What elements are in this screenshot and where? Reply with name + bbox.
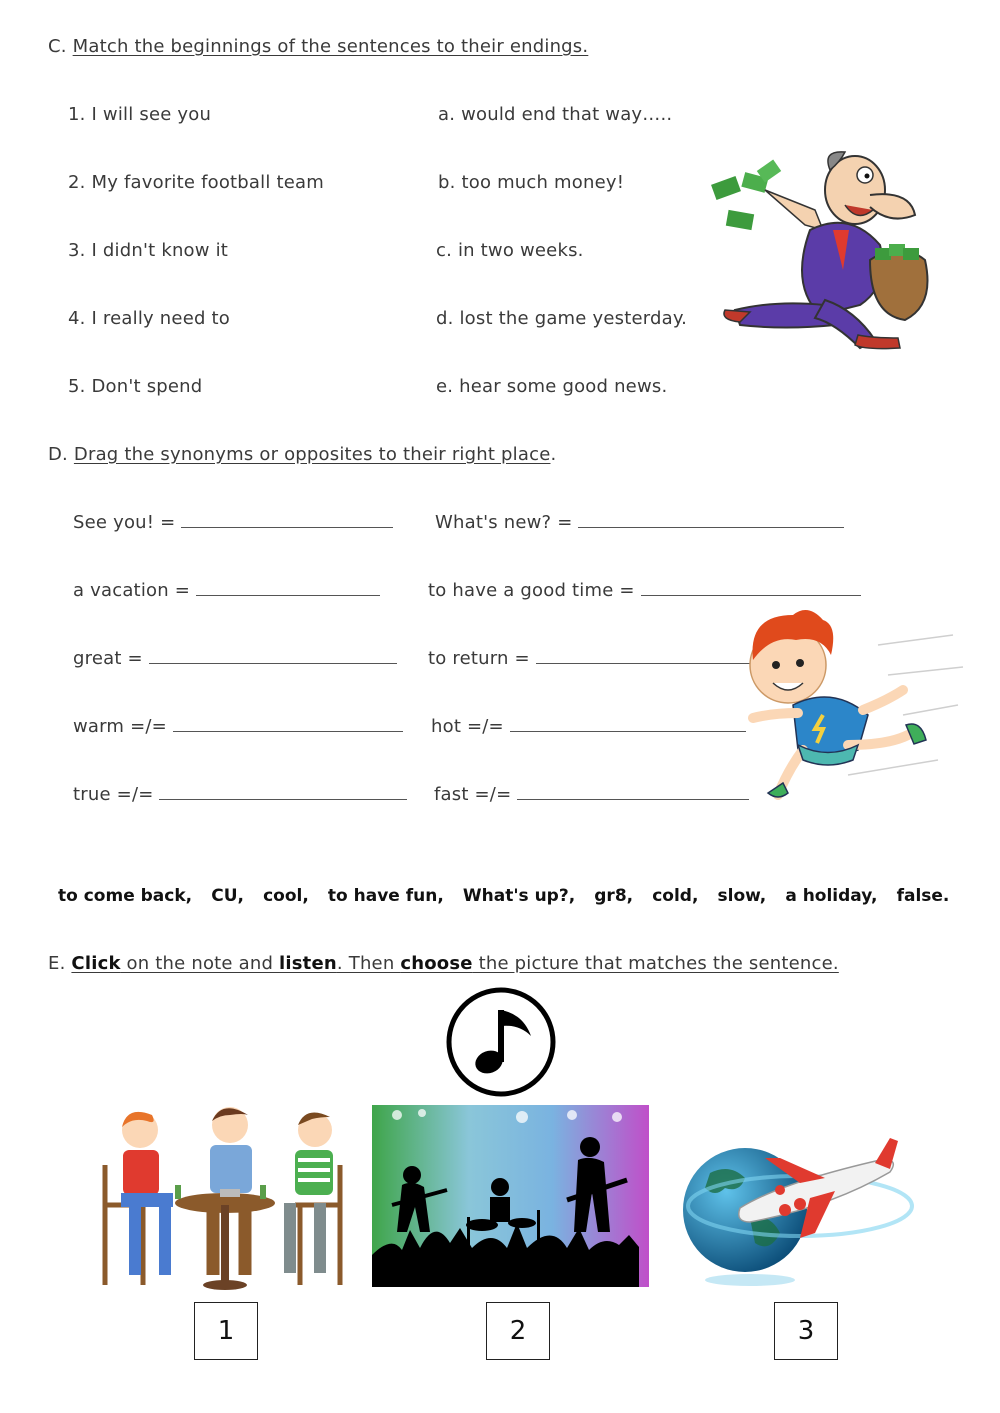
drop-blank[interactable] (181, 513, 393, 528)
word-bank-item[interactable]: to have fun, (327, 886, 444, 906)
drop-blank[interactable] (578, 513, 844, 528)
word-bank-item[interactable]: What's up?, (462, 886, 576, 906)
word-bank-item[interactable]: cold, (652, 886, 699, 906)
money-man-illustration (705, 150, 935, 360)
running-boy-illustration (738, 605, 968, 805)
synonym-row: What's new? = (435, 512, 844, 533)
word-bank-item[interactable]: a holiday, (785, 886, 878, 906)
word-bank-item[interactable]: CU, (211, 886, 244, 906)
synonym-row: to have a good time = (428, 580, 861, 601)
synonym-row: a vacation = (73, 580, 380, 601)
music-note-icon[interactable] (445, 986, 557, 1098)
word-bank (58, 886, 963, 906)
sentence-beginning: 4. I really need to (68, 308, 230, 329)
drop-blank[interactable] (510, 717, 746, 732)
drop-blank[interactable] (196, 581, 380, 596)
sentence-beginning: 2. My favorite football team (68, 172, 324, 193)
friends-at-table-picture[interactable] (95, 1105, 350, 1295)
word-bank-item[interactable]: gr8, (594, 886, 634, 906)
synonym-row: See you! = (73, 512, 393, 533)
drop-blank[interactable] (149, 649, 397, 664)
sentence-beginning: 3. I didn't know it (68, 240, 229, 261)
drop-blank[interactable] (536, 649, 750, 664)
section-c-heading: C. Match the beginnings of the sentences to their endings. (48, 36, 589, 57)
answer-box-2[interactable]: 2 (486, 1302, 550, 1360)
answer-box-3[interactable]: 3 (774, 1302, 838, 1360)
sentence-ending[interactable]: e. hear some good news. (436, 376, 668, 397)
drop-blank[interactable] (159, 785, 407, 800)
word-bank-item[interactable]: to come back, (58, 886, 193, 906)
synonym-row: to return = (428, 648, 750, 669)
word-bank-item[interactable]: false. (896, 886, 950, 906)
opposite-row: true =/= (73, 784, 407, 805)
drop-blank[interactable] (641, 581, 861, 596)
opposite-row: fast =/= (434, 784, 749, 805)
word-bank-item[interactable]: slow, (717, 886, 767, 906)
sentence-ending[interactable]: a. would end that way….. (438, 104, 673, 125)
plane-around-globe-picture[interactable] (680, 1128, 920, 1293)
section-e-instruction: Click on the note and listen. Then choose the picture that matches the sentence. (71, 953, 839, 974)
sentence-ending[interactable]: b. too much money! (438, 172, 625, 193)
section-d-heading: D. Drag the synonyms or opposites to their right place. (48, 444, 557, 465)
word-bank-item[interactable]: cool, (263, 886, 309, 906)
drop-blank[interactable] (517, 785, 749, 800)
sentence-beginning: 5. Don't spend (68, 376, 203, 397)
section-e-heading: E. Click on the note and listen. Then choose the picture that matches the sentence. (48, 953, 839, 974)
section-c-instruction: Match the beginnings of the sentences to their endings. (72, 36, 589, 57)
concert-silhouette-picture[interactable] (372, 1105, 649, 1287)
sentence-beginning: 1. I will see you (68, 104, 212, 125)
synonym-row: great = (73, 648, 397, 669)
opposite-row: hot =/= (431, 716, 746, 737)
section-d-instruction: Drag the synonyms or opposites to their right place (73, 444, 551, 465)
sentence-ending[interactable]: d. lost the game yesterday. (436, 308, 688, 329)
opposite-row: warm =/= (73, 716, 403, 737)
drop-blank[interactable] (173, 717, 403, 732)
sentence-ending[interactable]: c. in two weeks. (436, 240, 584, 261)
answer-box-1[interactable]: 1 (194, 1302, 258, 1360)
